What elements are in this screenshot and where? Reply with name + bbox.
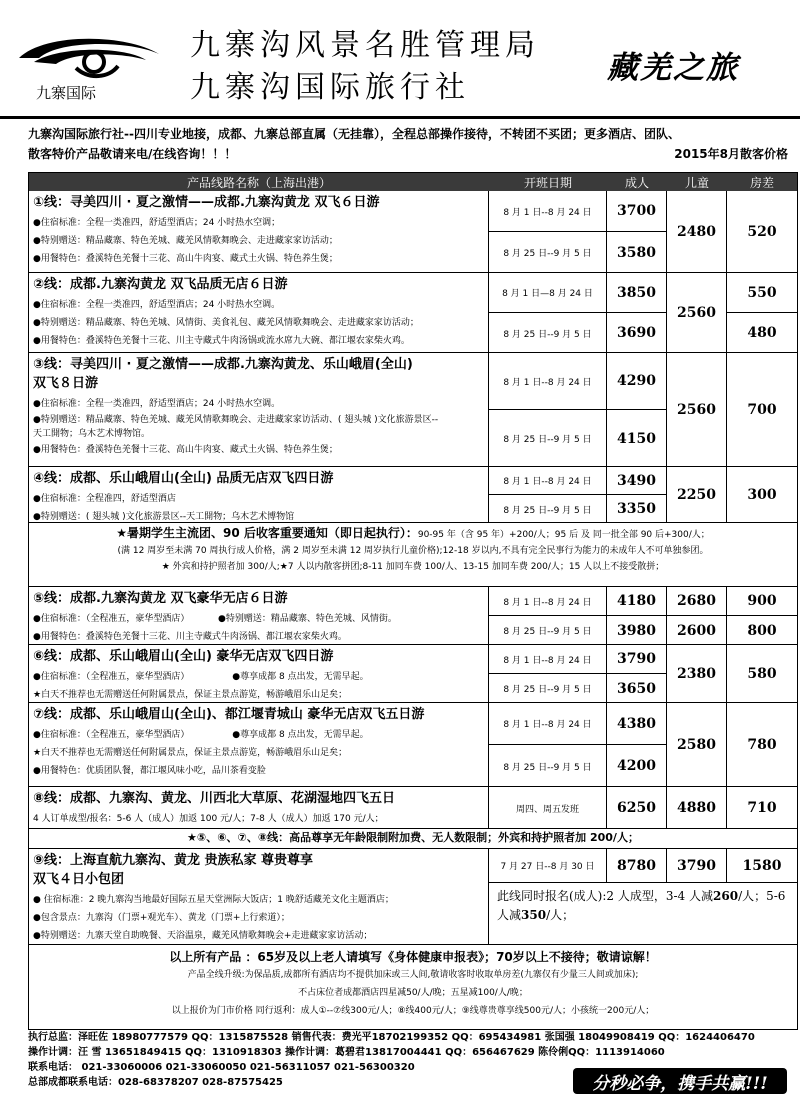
route-title: ⑥线：成都、乐山峨眉山(全山) 豪华无店双飞四日游	[33, 649, 334, 664]
child-price: 2480	[667, 191, 727, 273]
footer-line: 以上报价为门市价格 同行返利：成人①--⑦线300元/人；⑧线400元/人；⑨线尊贵尊享线500元/人；小孩统一200元/人；	[171, 1006, 655, 1016]
footer-line: 产品全线升级:为保品质,成都所有酒店均不提供加床或三人间,敬请收客时收取单房差(九寨仅有少量三人间或加床);	[187, 970, 639, 980]
date-cell: 7 月 27 日--8 月 30 日	[489, 849, 607, 883]
header-child: 儿童	[684, 175, 709, 190]
adult-price: 8780	[607, 849, 667, 883]
adult-price: 4150	[607, 410, 667, 467]
logo-text: 九寨国际	[36, 84, 97, 102]
route-line: ●用餐特色：优质团队餐，都江堰风味小吃，品川茶看变脸	[33, 766, 266, 776]
table-row	[29, 849, 797, 945]
room-price: 580	[747, 666, 777, 682]
route-title-2: 双飞４日小包团	[33, 872, 125, 887]
route-desc	[29, 645, 489, 702]
route-desc	[29, 191, 489, 272]
adult-price: 4200	[607, 745, 667, 787]
child-price: 2680	[667, 587, 727, 616]
route-line: ● 住宿标准：2 晚九寨沟当地最好国际五星天堂洲际大饭店；1 晚舒适藏羌文化主题酒店；	[33, 895, 394, 905]
room-price: 800	[747, 622, 777, 639]
adult-price: 6250	[607, 787, 667, 829]
adult-price: 3690	[607, 313, 667, 353]
room-price: 780	[747, 737, 777, 753]
room-price: 700	[747, 402, 777, 418]
date-cell: 8 月 1 日--8 月 24 日	[489, 645, 607, 674]
route-line: ●住宿标准：全程一类准四，舒适型酒店；24 小时热水空调。	[33, 399, 281, 409]
child-price: 2600	[667, 616, 727, 645]
price-table	[28, 172, 798, 1030]
route-desc	[29, 849, 489, 944]
page-header	[0, 0, 800, 114]
date-cell: 8 月 25 日--9 月 5 日	[489, 313, 607, 353]
route-line: 4 人订单成型/报名：5-6 人（成人）加返 100 元/人；7-8 人（成人）加返 170 元/人；	[33, 814, 384, 824]
room-price: 300	[747, 487, 777, 503]
route-desc	[29, 467, 489, 522]
child-price: 4880	[667, 787, 727, 829]
route-line: ●特别赠送：精品藏寨、特色羌城、藏羌风情歌舞晚会、走进藏家家访活动、( 翅头城 )文化旅游景区--	[33, 415, 439, 425]
route-title: ⑦线：成都、乐山峨眉山(全山)、都江堰青城山 豪华无店双飞五日游	[33, 707, 425, 722]
date-cell: 8 月 25 日--9 月 5 日	[489, 232, 607, 273]
header-date: 开班日期	[523, 175, 572, 190]
date-cell: 8 月 25 日--9 月 5 日	[489, 410, 607, 467]
date-cell: 8 月 25 日--9 月 5 日	[489, 674, 607, 703]
table-footer	[29, 945, 797, 1019]
room-price: 710	[747, 800, 777, 816]
footer-line: 不占床位者成都酒店四星减50/人/晚；五星减100/人/晚；	[298, 988, 528, 998]
table-row	[29, 467, 797, 523]
table-row	[29, 645, 797, 703]
footer-line: 以上所有产品 ：65岁及以上老人请填写《身体健康申报表》；70岁以上不接待；敬请谅解！	[169, 950, 657, 964]
room-price: 1580	[727, 849, 797, 883]
season-label: 2015年8月散客价格	[674, 147, 788, 161]
room-price: 900	[727, 587, 797, 616]
table-row	[29, 703, 797, 787]
adult-price: 3700	[607, 191, 667, 232]
contact-line: 操作计调：汪 雪 13651849415 QQ：1310918303 操作计调：葛碧君13817004441 QQ：656467629 陈伶俐QQ：1113914060	[28, 1047, 665, 1058]
intro-line1: 九寨沟国际旅行社--四川专业地接，成都、九寨总部直属（无挂靠），全程总部操作接待，不转团不买团；更多酒店、团队、	[28, 127, 680, 141]
route-line: ●特别赠送：( 翅头城 )文化旅游景区--天工開物；乌木艺术博物馆	[33, 512, 295, 522]
route-line: ●用餐特色：叠溪特色羌餐十三花、川主寺藏式牛肉汤锅或流水席九大碗、都江堰农家柴火鸡。	[33, 336, 410, 346]
child-price: 3790	[667, 849, 727, 883]
route-title: ②线：成都.九寨沟黄龙 双飞品质无店６日游	[33, 277, 288, 292]
slogan: 藏羌之旅	[607, 50, 739, 86]
contact-line: 执行总监：泽旺佐 18980777579 QQ：1315875528 销售代表：费光平18702199352 QQ：695434981 张国强 18049908419 QQ：1624406470	[28, 1032, 755, 1043]
route-line: ●包含景点：九寨沟（门票+观光车）、黄龙（门票+上行索道）；	[33, 913, 290, 923]
table-row	[29, 273, 797, 353]
child-price: 2580	[667, 703, 727, 787]
table-row	[29, 191, 797, 273]
premium-notice: ★⑤、⑥、⑦、⑧线：高品尊享无年龄限制附加费、无人数限制；外宾和持护照者加 200/人；	[29, 829, 797, 849]
route-title: ④线：成都、乐山峨眉山(全山) 品质无店双飞四日游	[33, 471, 334, 486]
room-price: 520	[747, 224, 777, 240]
date-cell: 8 月 1 日--8 月 24 日	[489, 467, 607, 495]
route-desc	[29, 703, 489, 786]
route-title: ①线：寻美四川 · 夏之激情——成都.九寨沟黄龙 双飞６日游	[33, 195, 380, 210]
child-price: 2250	[667, 467, 727, 523]
date-cell: 8 月 25 日--9 月 5 日	[489, 745, 607, 787]
date-cell: 8 月 1 日--8 月 24 日	[489, 703, 607, 745]
adult-price: 3580	[607, 232, 667, 273]
table-row	[29, 587, 797, 645]
route-line: ●用餐特色：叠溪特色羌餐十三花、高山牛肉宴、藏式土火锅、特色养生煲；	[33, 254, 338, 264]
adult-price: 4380	[607, 703, 667, 745]
route-title-2: 双飞８日游	[33, 376, 99, 391]
agency-title: 九寨沟国际旅行社	[190, 70, 470, 105]
adult-price: 3850	[607, 273, 667, 313]
route-title: ⑧线：成都、九寨沟、黄龙、川西北大草原、花湖湿地四飞五日	[33, 791, 396, 806]
header-route: 产品线路名称（上海出港）	[186, 175, 331, 190]
date-cell: 8 月 1 日—8 月 24 日	[489, 273, 607, 313]
room-price: 550	[727, 273, 797, 313]
route-line: ●特别赠送：精品藏寨、特色羌城、风情街、美食礼包、藏羌风情歌舞晚会、走进藏家家访活动；	[33, 318, 419, 328]
contact-line: 联系电话： 021-33060006 021-33060050 021-56311057 021-56300320	[28, 1062, 415, 1073]
route-line: ●住宿标准：（全程准五，豪华型酒店） ●尊享成都 8 点出发，无需早起。	[33, 730, 369, 740]
route-desc	[29, 787, 489, 828]
table-row	[29, 787, 797, 829]
route-title: ⑨线：上海直航九寨沟、黄龙 贵族私家 尊贵尊享	[33, 853, 314, 868]
route-line: ●住宿标准：（全程准五，豪华型酒店） ●尊享成都 8 点出发，无需早起。	[33, 672, 369, 682]
student-notice	[29, 523, 797, 587]
notice-line: (满 12 周岁至未满 70 周执行成人价格，满 2 周岁至未满 12 周岁执行儿童价格);12-18 岁以内,不具有完全民事行为能力的未成年人不可单独参团。	[117, 546, 709, 556]
intro-line2: 散客特价产品敬请来电/在线咨询！！！	[28, 147, 237, 161]
route-line: ★白天不推荐也无需赠送任何附属景点，保证主景点游览，畅游峨眉乐山足矣；	[33, 690, 348, 700]
date-cell: 8 月 1 日--8 月 24 日	[489, 353, 607, 410]
child-price: 2560	[667, 353, 727, 467]
route-desc	[29, 587, 489, 644]
route-line: ●住宿标准：（全程准五，豪华型酒店） ●特别赠送：精品藏寨、特色羌城、风情街。	[33, 614, 397, 624]
org-title: 九寨沟风景名胜管理局	[190, 28, 540, 63]
adult-price: 4290	[607, 353, 667, 410]
logo-swirl-icon	[14, 28, 164, 83]
date-cell: 8 月 25 日--9 月 5 日	[489, 495, 607, 523]
header-adult: 成人	[624, 175, 649, 190]
notice-line: ★ 外宾和持护照者加 300/人;★7 人以内散客拼团;8-11 加同车费 100/人、13-15 加同车费 200/人；15 人以上不接受散拼；	[161, 562, 665, 572]
room-price: 480	[747, 325, 777, 341]
adult-price: 3650	[607, 674, 667, 703]
motto-banner: 分秒必争，携手共赢!!!	[573, 1068, 787, 1094]
group-discount-note: 此线同时报名(成人):2 人成型，3-4 人减260/人；5-6 人减350/人；	[497, 889, 786, 922]
header-divider	[0, 116, 800, 119]
route-line: ●用餐特色：叠溪特色羌餐十三花、川主寺藏式牛肉汤锅、都江堰农家柴火鸡。	[33, 632, 347, 642]
contact-line: 总部成都联系电话：028-68378207 028-87575425	[28, 1077, 283, 1088]
adult-price: 4180	[607, 587, 667, 616]
date-cell: 周四、周五发班	[489, 787, 607, 829]
adult-price: 3350	[607, 495, 667, 523]
date-cell: 8 月 25 日--9 月 5 日	[489, 616, 607, 645]
route-title: ③线：寻美四川 · 夏之激情——成都.九寨沟黄龙、乐山峨眉(全山)	[33, 357, 413, 372]
child-price: 2560	[667, 273, 727, 353]
child-price: 2380	[667, 645, 727, 703]
date-cell: 8 月 1 日--8 月 24 日	[489, 191, 607, 232]
route-line: ●住宿标准：全程准四，舒适型酒店	[33, 494, 176, 504]
header-room: 房差	[749, 175, 774, 190]
adult-price: 3790	[607, 645, 667, 674]
route-line: ★白天不推荐也无需赠送任何附属景点，保证主景点游览，畅游峨眉乐山足矣；	[33, 748, 348, 758]
adult-price: 3980	[607, 616, 667, 645]
date-cell: 8 月 1 日--8 月 24 日	[489, 587, 607, 616]
route-desc	[29, 353, 489, 466]
table-header	[29, 173, 797, 191]
route-desc	[29, 273, 489, 352]
route-line: ●特别赠送：九寨天堂自助晚餐、天浴温泉，藏羌风情歌舞晚会+走进藏家家访活动；	[33, 931, 373, 941]
table-row	[29, 353, 797, 467]
route-line: ●住宿标准：全程一类准四，舒适型酒店；24 小时热水空调。	[33, 300, 281, 310]
notice-headline: ★暑期学生主流团、90 后收客重要通知（即日起执行）：	[116, 526, 418, 540]
route-line: ●住宿标准：全程一类准四，舒适型酒店；24 小时热水空调；	[33, 218, 281, 228]
route-line: ●用餐特色：叠溪特色羌餐十三花、高山牛肉宴、藏式土火锅、特色养生煲；	[33, 445, 338, 455]
adult-price: 3490	[607, 467, 667, 495]
notice-text: 90-95 年（含 95 年）+200/人；95 后 及 同一批全部 90 后+300/人；	[417, 530, 710, 540]
route-line: ●特别赠送：精品藏寨、特色羌城、藏羌风情歌舞晚会、走进藏家家访活动；	[33, 236, 338, 246]
route-title: ⑤线：成都.九寨沟黄龙 双飞豪华无店６日游	[33, 591, 288, 606]
intro-text	[28, 124, 788, 164]
route-line: 天工開物；乌木艺术博物馆。	[33, 429, 151, 439]
